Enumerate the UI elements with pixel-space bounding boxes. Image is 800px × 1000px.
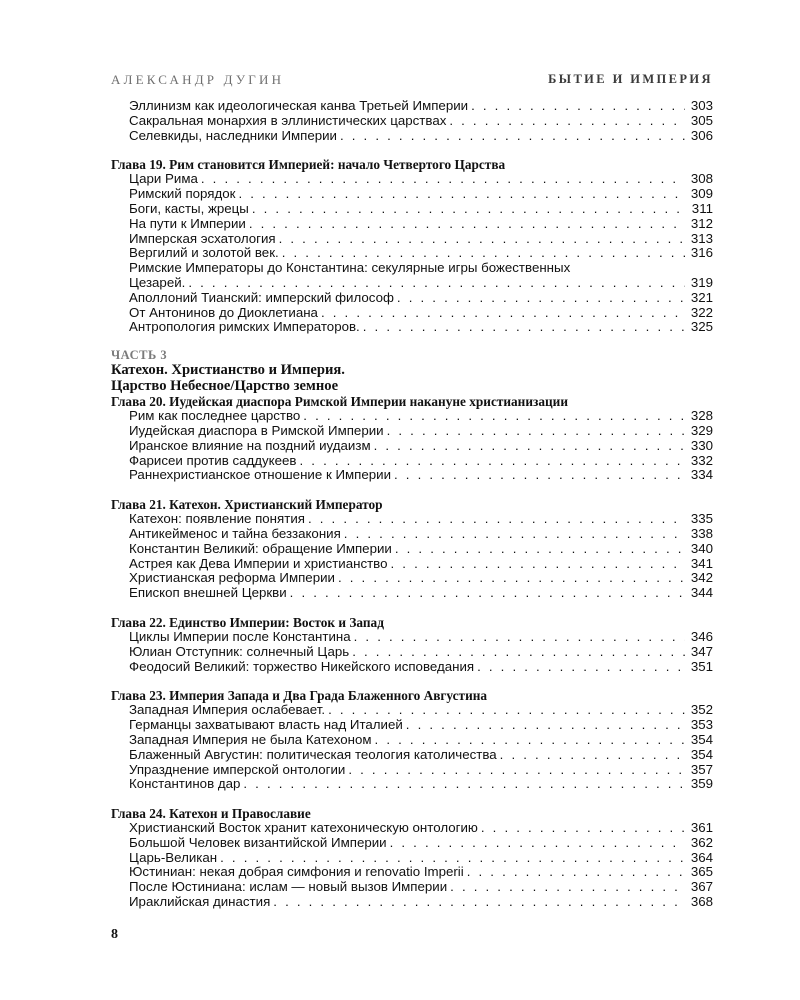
table-of-contents <box>111 99 713 910</box>
toc-entry: Иудейская диаспора в Римской Империи . . . 329 <box>111 424 713 439</box>
toc-entry: После Юстиниана: ислам — новый вызов Империи . . . 367 <box>111 880 713 895</box>
toc-entry: Германцы захватывают власть над Италией . . . 353 <box>111 718 713 733</box>
toc-entry: Аполлоний Тианский: имперский философ . . . 321 <box>111 291 713 306</box>
toc-entry: Упразднение имперской онтологии . . . 357 <box>111 763 713 778</box>
running-head-title: БЫТИЕ И ИМПЕРИЯ <box>548 72 713 86</box>
toc-entry: Астрея как Дева Империи и христианство . . . 341 <box>111 557 713 572</box>
toc-entry: Антикейменос и тайна беззакония . . . 338 <box>111 527 713 542</box>
toc-entry: Западная Империя ослабевает. . . . 352 <box>111 703 713 718</box>
chapter-heading: Глава 23. Империя Запада и Два Града Блаженного Августина <box>111 688 488 704</box>
chapter-heading: Глава 21. Катехон. Христианский Император <box>111 497 383 513</box>
chapter-heading: Глава 19. Рим становится Империей: начало Четвертого Царства <box>111 157 506 173</box>
toc-entry: Иранское влияние на поздний иудаизм . . . 330 <box>111 439 713 454</box>
toc-entry: Рим как последнее царство . . . 328 <box>111 409 713 424</box>
toc-entry: Юстиниан: некая добрая симфония и renovatio Imperii . . . 365 <box>111 865 713 880</box>
toc-entry: Блаженный Августин: политическая теология католичества . . . 354 <box>111 748 713 763</box>
toc-entry: Константин Великий: обращение Империи . . . 340 <box>111 542 713 557</box>
toc-entry: Западная Империя не была Катехоном . . . 354 <box>111 733 713 748</box>
toc-entry: Епископ внешней Церкви . . . 344 <box>111 586 713 601</box>
toc-entry: Боги, касты, жрецы . . . 311 <box>111 202 713 217</box>
toc-entry: Катехон: появление понятия . . . 335 <box>111 512 713 527</box>
toc-entry: Вергилий и золотой век. . . . 316 <box>111 246 713 261</box>
toc-entry: Христианский Восток хранит катехоническую онтологию . . . 361 <box>111 821 713 836</box>
toc-entry: Феодосий Великий: торжество Никейского исповедания . . . 351 <box>111 660 713 675</box>
running-head <box>111 72 713 90</box>
toc-entry: Фарисеи против саддукеев . . . 332 <box>111 454 713 469</box>
toc-entry: На пути к Империи . . . 312 <box>111 217 713 232</box>
chapter-heading: Глава 22. Единство Империи: Восток и Запад <box>111 614 384 630</box>
toc-entry: Циклы Империи после Константина . . . 346 <box>111 630 713 645</box>
toc-entry: Имперская эсхатология . . . 313 <box>111 232 713 247</box>
toc-entry: Царь-Великан . . . 364 <box>111 851 713 866</box>
toc-entry: Селевкиды, наследники Империи . . . 306 <box>111 129 713 144</box>
toc-entry: Константинов дар . . . 359 <box>111 777 713 792</box>
toc-entry: Ираклийская династия . . . 368 <box>111 895 713 910</box>
toc-entry: Цезарей. . . . 319 <box>111 276 713 291</box>
toc-entry: Раннехристианское отношение к Империи . . . 334 <box>111 468 713 483</box>
toc-entry: От Антонинов до Диоклетиана . . . 322 <box>111 306 713 321</box>
chapter-heading: Глава 20. Иудейская диаспора Римской Империи накануне христианизации <box>111 394 568 410</box>
part-label: ЧАСТЬ 3 <box>111 348 168 363</box>
toc-entry: Большой Человек византийской Империи . . . 362 <box>111 836 713 851</box>
part-title: Царство Небесное/Царство земное <box>111 378 339 395</box>
toc-entry-wrapped-line: Римские Императоры до Константина: секулярные игры божественных <box>129 260 571 276</box>
toc-entry: Эллинизм как идеологическая канва Третьей Империи . . . 303 <box>111 99 713 114</box>
page-number: 8 <box>111 927 118 942</box>
part-title: Катехон. Христианство и Империя. <box>111 362 345 379</box>
chapter-heading: Глава 24. Катехон и Православие <box>111 806 311 822</box>
toc-entry: Христианская реформа Империи . . . 342 <box>111 571 713 586</box>
toc-entry: Антропология римских Императоров. . . . 325 <box>111 320 713 335</box>
toc-entry: Римский порядок . . . 309 <box>111 187 713 202</box>
toc-entry: Цари Рима . . . 308 <box>111 172 713 187</box>
running-head-author: АЛЕКСАНДР ДУГИН <box>111 72 285 87</box>
toc-entry: Юлиан Отступник: солнечный Царь . . . 347 <box>111 645 713 660</box>
toc-entry: Сакральная монархия в эллинистических царствах . . . 305 <box>111 114 713 129</box>
